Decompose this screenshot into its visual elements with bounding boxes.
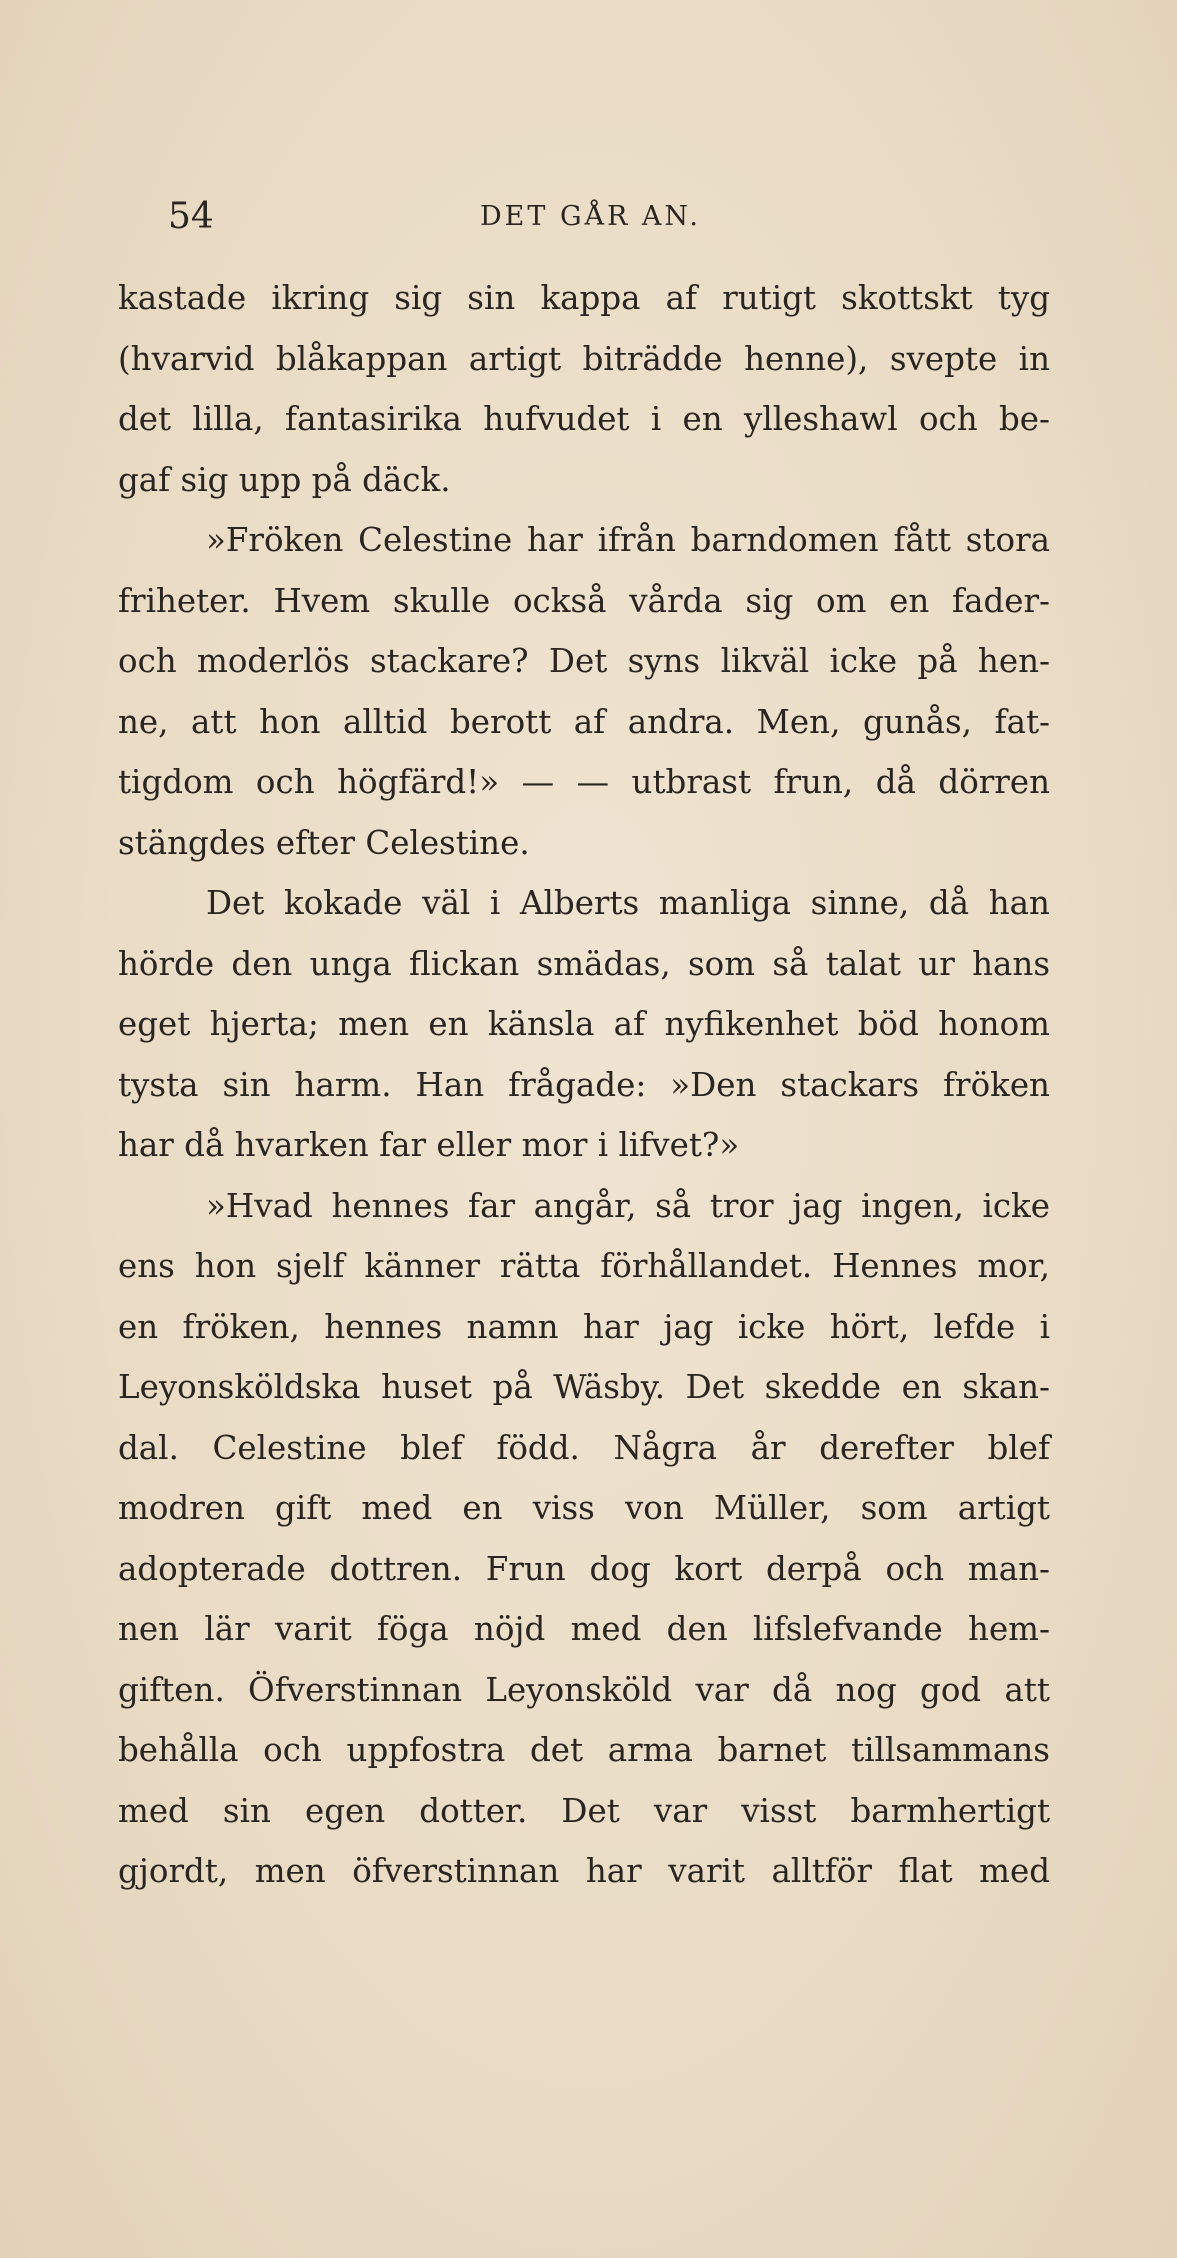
text-line: modren gift med en viss von Müller, som artigt [118,1489,1050,1527]
text-line: eget hjerta; men en känsla af nyfikenhet böd honom [118,1005,1050,1043]
text-line: (hvarvid blåkappan artigt biträdde henne), svepte in [118,339,1050,378]
text-line: Det kokade väl i Alberts manliga sinne, då han [206,884,1050,922]
text-line: giften. Öfverstinnan Leyonsköld var då nog god att [118,1670,1050,1709]
text-line: stängdes efter Celestine. [118,823,530,862]
text-line: ens hon sjelf känner rätta förhållandet. Hennes mor, [118,1247,1050,1285]
text-line: dal. Celestine blef född. Några år derefter blef [118,1428,1050,1467]
text-line: adopterade dottren. Frun dog kort derpå och man- [118,1549,1050,1588]
text-line: och moderlös stackare? Det syns likväl icke på hen- [118,642,1050,680]
text-line: friheter. Hvem skulle också vårda sig om en fader- [118,581,1050,620]
text-line: en fröken, hennes namn har jag icke hört, lefde i [118,1307,1050,1346]
text-line: behålla och uppfostra det arma barnet tillsammans [118,1731,1050,1769]
running-title: DET GÅR AN. [480,201,701,232]
text-line: ne, att hon alltid berott af andra. Men, gunås, fat- [118,702,1050,741]
text-line: tigdom och högfärd!» — — utbrast frun, då dörren [118,763,1050,801]
text-line: hörde den unga flickan smädas, som så talat ur hans [118,944,1050,983]
text-line: gaf sig upp på däck. [118,460,451,499]
body-text [118,268,1050,1902]
text-line: har då hvarken far eller mor i lifvet?» [118,1126,740,1164]
text-line: »Fröken Celestine har ifrån barndomen fått stora [206,521,1050,559]
text-line: det lilla, fantasirika hufvudet i en ylleshawl och be- [118,400,1050,438]
text-line: tysta sin harm. Han frågade: »Den stackars fröken [118,1065,1050,1104]
text-line: med sin egen dotter. Det var visst barmhertigt [118,1791,1050,1830]
text-line: »Hvad hennes far angår, så tror jag ingen, icke [206,1186,1050,1225]
text-line: Leyonsköldska huset på Wäsby. Det skedde en skan- [118,1368,1050,1406]
page-header [120,192,1057,242]
page-number: 54 [168,196,214,237]
text-line: gjordt, men öfverstinnan har varit alltför flat med [118,1852,1050,1890]
text-line: nen lär varit föga nöjd med den lifslefvande hem- [118,1610,1050,1648]
text-line: kastade ikring sig sin kappa af rutigt skottskt tyg [118,279,1050,317]
